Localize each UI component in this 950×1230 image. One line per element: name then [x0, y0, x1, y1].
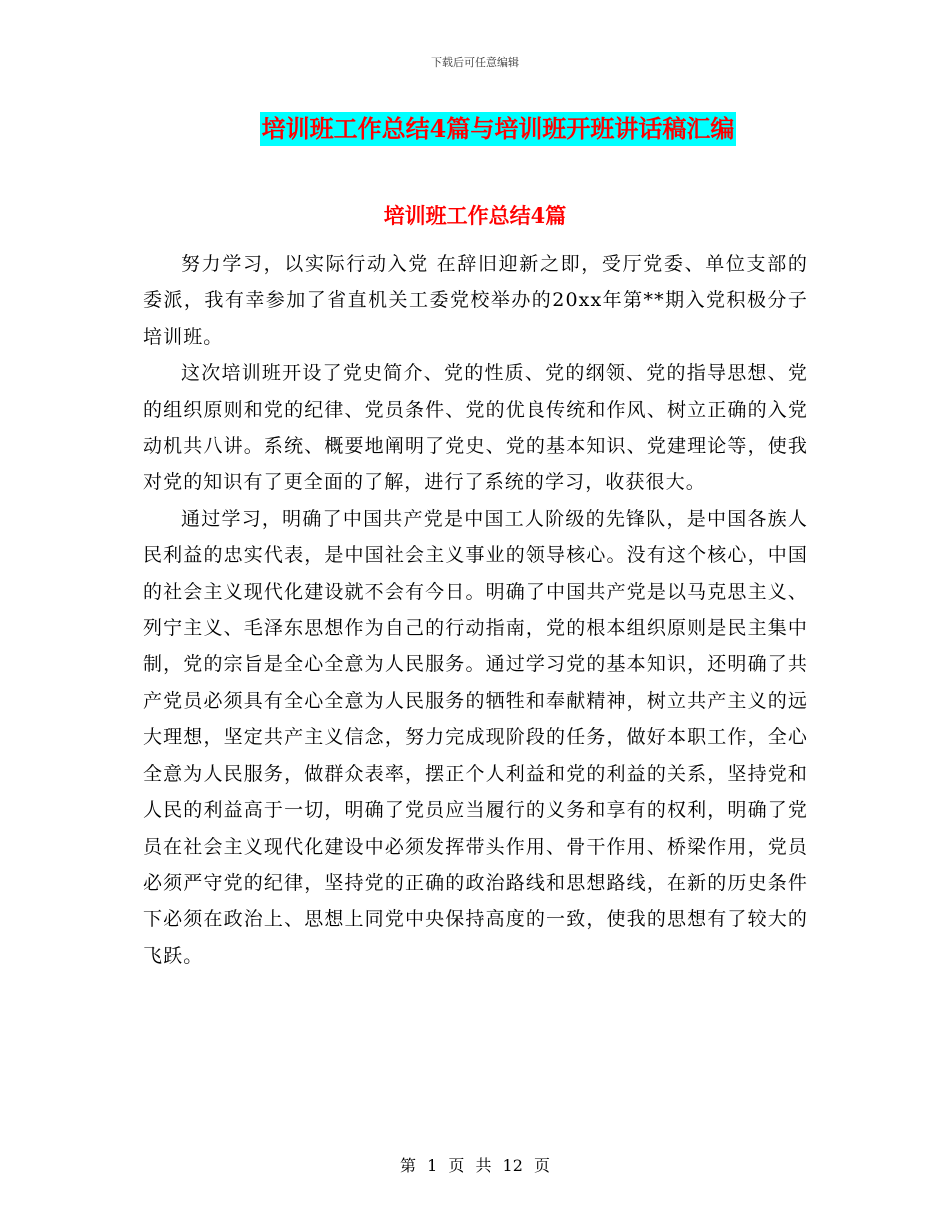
- paragraph: 努力学习，以实际行动入党 在辞旧迎新之即，受厅党委、单位支部的委派，我有幸参加了省直机关工委党校举办的20xx年第**期入党积极分子培训班。: [143, 253, 808, 348]
- document-title-container: [0, 112, 950, 146]
- document-body: [143, 246, 808, 974]
- paragraph: 这次培训班开设了党史简介、党的性质、党的纲领、党的指导思想、党的组织原则和党的纪律、党员条件、党的优良传统和作风、树立正确的入党动机共八讲。系统、概要地阐明了党史、党的基本知识、党建理论等，使我对党的知识有了更全面的了解，进行了系统的学习，收获很大。: [143, 362, 808, 494]
- section-title: 培训班工作总结4篇: [383, 203, 567, 228]
- document-title: 培训班工作总结4篇与培训班开班讲话稿汇编: [260, 112, 737, 146]
- paragraph: 通过学习，明确了中国共产党是中国工人阶级的先锋队，是中国各族人民利益的忠实代表，是中国社会主义事业的领导核心。没有这个核心，中国的社会主义现代化建设就不会有今日。明确了中国共产党是以马克思主义、列宁主义、毛泽东思想作为自己的行动指南，党的根本组织原则是民主集中制，党的宗旨是全心全意为人民服务。通过学习党的基本知识，还明确了共产党员必须具有全心全意为人民服务的牺牲和奉献精神，树立共产主义的远大理想，坚定共产主义信念，努力完成现阶段的任务，做好本职工作，全心全意为人民服务，做群众表率，摆正个人利益和党的利益的关系，坚持党和人民的利益高于一切，明确了党员应当履行的义务和享有的权利，明确了党员在社会主义现代化建设中必须发挥带头作用、骨干作用、桥梁作用，党员必须严守党的纪律，坚持党的正确的政治路线和思想路线，在新的历史条件下必须在政治上、思想上同党中央保持高度的一致，使我的思想有了较大的飞跃。: [143, 507, 808, 967]
- header-note: 下载后可任意编辑: [431, 56, 519, 69]
- page-number-footer: 第 1 页 共 12 页: [400, 1156, 550, 1175]
